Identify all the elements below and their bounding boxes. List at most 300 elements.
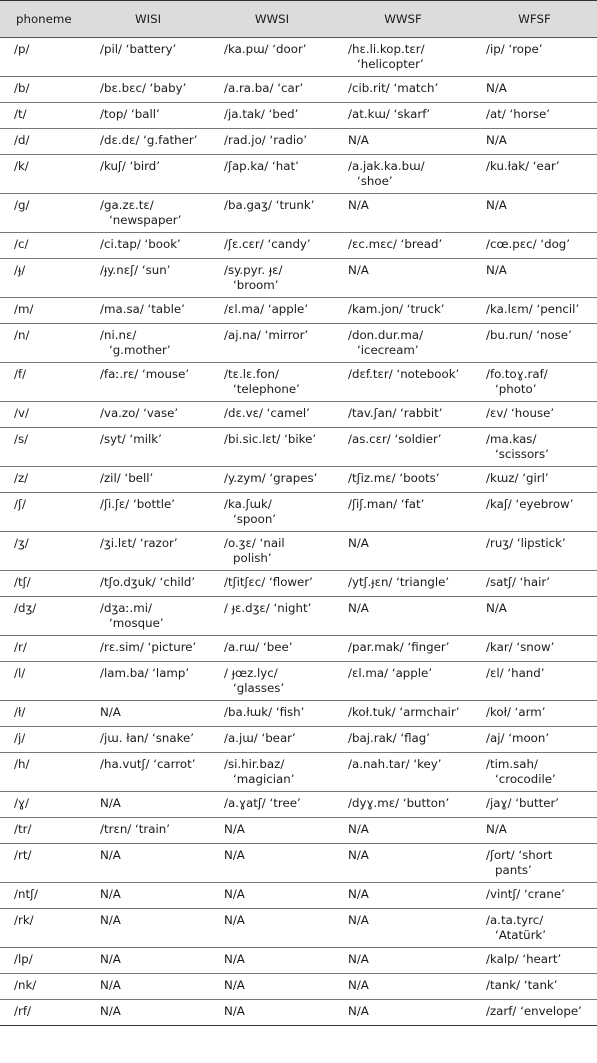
cell-wwsf <box>334 597 472 636</box>
cell-text: ‘icecream’ <box>357 343 419 357</box>
cell-wwsi <box>210 909 334 948</box>
cell-text: /a.nah.tar/ ‘key’ <box>348 757 442 771</box>
cell-text: /at.kɯ/ ‘skarf’ <box>348 107 431 121</box>
header-wwsi: WWSI <box>210 1 334 38</box>
phoneme-cell: /dʒ/ <box>0 597 86 636</box>
table-row <box>0 636 597 662</box>
table-row <box>0 948 597 974</box>
cell-wisi <box>86 103 210 129</box>
cell-wfsf <box>472 38 597 77</box>
cell-text: /fo.toɣ.raf/ <box>486 367 548 381</box>
cell-wwsf <box>334 233 472 259</box>
cell-wisi <box>86 636 210 662</box>
phoneme-cell: /m/ <box>0 298 86 324</box>
cell-text: /aj.na/ ‘mirror’ <box>224 328 309 342</box>
cell-text: /dʒaː.mi/ <box>100 601 152 615</box>
cell-text: ‘magician’ <box>233 772 295 786</box>
cell-wwsf <box>334 298 472 324</box>
table-row <box>0 701 597 727</box>
cell-wwsi <box>210 402 334 428</box>
cell-text: /dyɣ.mɛ/ ‘button’ <box>348 796 450 810</box>
cell-wwsf <box>334 155 472 194</box>
cell-wfsf <box>472 1000 597 1026</box>
cell-wisi <box>86 402 210 428</box>
cell-text: /kam.jon/ ‘truck’ <box>348 302 445 316</box>
cell-wfsf <box>472 77 597 103</box>
cell-wfsf <box>472 129 597 155</box>
cell-wwsi <box>210 77 334 103</box>
phoneme-cell: /ɣ/ <box>0 792 86 818</box>
header-wfsf: WFSF <box>472 1 597 38</box>
cell-wfsf <box>472 727 597 753</box>
cell-wisi <box>86 909 210 948</box>
table-row <box>0 38 597 77</box>
cell-text: /jaɣ/ ‘butter’ <box>486 796 560 810</box>
phoneme-cell: /c/ <box>0 233 86 259</box>
cell-wfsf <box>472 428 597 467</box>
table-row <box>0 792 597 818</box>
cell-text: /ɛl.ma/ ‘apple’ <box>348 666 433 680</box>
cell-text: /ʃap.ka/ ‘hat’ <box>224 159 299 173</box>
cell-wwsf <box>334 467 472 493</box>
cell-text: N/A <box>348 848 369 862</box>
cell-text: N/A <box>486 133 507 147</box>
cell-wisi <box>86 792 210 818</box>
cell-text: N/A <box>100 952 121 966</box>
phoneme-cell: /r/ <box>0 636 86 662</box>
cell-text: /aj/ ‘moon’ <box>486 731 550 745</box>
cell-wwsi <box>210 636 334 662</box>
cell-wwsi <box>210 701 334 727</box>
cell-text: ‘newspaper’ <box>109 213 182 227</box>
cell-wisi <box>86 532 210 571</box>
cell-wfsf <box>472 974 597 1000</box>
phoneme-cell: /rt/ <box>0 844 86 883</box>
cell-text: N/A <box>348 198 369 212</box>
cell-wisi <box>86 662 210 701</box>
cell-wwsf <box>334 948 472 974</box>
cell-text: /kar/ ‘snow’ <box>486 640 555 654</box>
table-row <box>0 233 597 259</box>
cell-text: /tav.ʃan/ ‘rabbit’ <box>348 406 443 420</box>
header-row <box>0 1 597 38</box>
cell-text: /ha.vutʃ/ ‘carrot’ <box>100 757 196 771</box>
cell-text: /cib.rit/ ‘match’ <box>348 81 439 95</box>
cell-text: /a.jak.ka.bɯ/ <box>348 159 425 173</box>
cell-text: /ka.ʃɯk/ <box>224 497 272 511</box>
cell-wisi <box>86 194 210 233</box>
cell-wisi <box>86 428 210 467</box>
cell-text: N/A <box>348 913 369 927</box>
cell-text: /kalp/ ‘heart’ <box>486 952 562 966</box>
cell-wisi <box>86 753 210 792</box>
cell-wfsf <box>472 883 597 909</box>
cell-wwsf <box>334 129 472 155</box>
cell-wwsi <box>210 818 334 844</box>
phoneme-cell: /rk/ <box>0 909 86 948</box>
cell-text: /cœ.pɛc/ ‘dog’ <box>486 237 571 251</box>
cell-text: N/A <box>486 81 507 95</box>
cell-wwsf <box>334 103 472 129</box>
cell-text: N/A <box>224 1004 245 1018</box>
cell-text: /ɛc.mɛc/ ‘bread’ <box>348 237 443 251</box>
cell-wwsi <box>210 259 334 298</box>
cell-wfsf <box>472 597 597 636</box>
cell-wisi <box>86 259 210 298</box>
cell-wwsf <box>334 259 472 298</box>
cell-text: /kɯz/ ‘girl’ <box>486 471 549 485</box>
cell-text: /ni.nɛ/ <box>100 328 137 342</box>
cell-wisi <box>86 155 210 194</box>
table-row <box>0 194 597 233</box>
cell-text: /pil/ ‘battery’ <box>100 42 177 56</box>
cell-text: /kaʃ/ ‘eyebrow’ <box>486 497 574 511</box>
cell-text: pants’ <box>495 863 532 877</box>
phoneme-cell: /lp/ <box>0 948 86 974</box>
table-row <box>0 298 597 324</box>
phoneme-cell: /n/ <box>0 324 86 363</box>
cell-text: ‘helicopter’ <box>357 57 424 71</box>
cell-wfsf <box>472 701 597 727</box>
cell-wfsf <box>472 753 597 792</box>
cell-wwsf <box>334 493 472 532</box>
cell-wwsf <box>334 727 472 753</box>
cell-text: N/A <box>100 1004 121 1018</box>
cell-wisi <box>86 571 210 597</box>
cell-text: /ɛl.ma/ ‘apple’ <box>224 302 309 316</box>
cell-wwsi <box>210 194 334 233</box>
cell-text: N/A <box>486 198 507 212</box>
cell-text: /lam.ba/ ‘lamp’ <box>100 666 190 680</box>
phoneme-cell: /ł/ <box>0 701 86 727</box>
cell-text: /ʒi.lɛt/ ‘razor’ <box>100 536 178 550</box>
cell-wwsf <box>334 77 472 103</box>
table-row <box>0 77 597 103</box>
cell-text: N/A <box>348 1004 369 1018</box>
cell-text: /par.mak/ ‘finger’ <box>348 640 450 654</box>
cell-text: N/A <box>348 952 369 966</box>
cell-text: /ma.sa/ ‘table’ <box>100 302 185 316</box>
cell-text: /ba.gaʒ/ ‘trunk’ <box>224 198 315 212</box>
cell-wisi <box>86 298 210 324</box>
cell-text: ‘photo’ <box>495 382 537 396</box>
phoneme-cell: /s/ <box>0 428 86 467</box>
table-row <box>0 129 597 155</box>
cell-text: /don.dur.ma/ <box>348 328 424 342</box>
phoneme-cell: /nk/ <box>0 974 86 1000</box>
phoneme-cell: /g/ <box>0 194 86 233</box>
cell-wwsf <box>334 571 472 597</box>
cell-text: /a.jɯ/ ‘bear’ <box>224 731 296 745</box>
table-row <box>0 662 597 701</box>
cell-text: N/A <box>486 822 507 836</box>
cell-text: /koł.tuk/ ‘armchair’ <box>348 705 460 719</box>
cell-wfsf <box>472 792 597 818</box>
cell-wwsi <box>210 974 334 1000</box>
cell-wisi <box>86 883 210 909</box>
table-row <box>0 844 597 883</box>
cell-wisi <box>86 974 210 1000</box>
cell-text: /ka.lɛm/ ‘pencil’ <box>486 302 580 316</box>
table-row <box>0 1000 597 1026</box>
cell-wisi <box>86 818 210 844</box>
cell-wwsf <box>334 363 472 402</box>
cell-text: N/A <box>486 601 507 615</box>
phoneme-cell: /k/ <box>0 155 86 194</box>
cell-wwsf <box>334 844 472 883</box>
cell-text: /tʃiz.mɛ/ ‘boots’ <box>348 471 440 485</box>
phoneme-cell: /b/ <box>0 77 86 103</box>
cell-text: /dɛ.vɛ/ ‘camel’ <box>224 406 310 420</box>
cell-text: ‘telephone’ <box>233 382 300 396</box>
cell-text: /syt/ ‘milk’ <box>100 432 162 446</box>
cell-wisi <box>86 77 210 103</box>
cell-wisi <box>86 467 210 493</box>
table-row <box>0 727 597 753</box>
cell-text: /top/ ‘ball’ <box>100 107 160 121</box>
table-row <box>0 883 597 909</box>
cell-text: N/A <box>100 796 121 810</box>
cell-text: /si.hir.baz/ <box>224 757 285 771</box>
cell-text: /trɛn/ ‘train’ <box>100 822 170 836</box>
cell-wisi <box>86 844 210 883</box>
cell-text: N/A <box>348 133 369 147</box>
cell-text: N/A <box>224 822 245 836</box>
table-row <box>0 103 597 129</box>
cell-text: / ɟɛ.dʒɛ/ ‘night’ <box>224 601 312 615</box>
cell-wfsf <box>472 155 597 194</box>
table-row <box>0 974 597 1000</box>
cell-wisi <box>86 727 210 753</box>
table-row <box>0 467 597 493</box>
cell-text: /ma.kas/ <box>486 432 537 446</box>
cell-wwsi <box>210 363 334 402</box>
cell-wfsf <box>472 844 597 883</box>
cell-text: ‘spoon’ <box>233 512 277 526</box>
cell-text: /zarf/ ‘envelope’ <box>486 1004 582 1018</box>
cell-wfsf <box>472 662 597 701</box>
cell-text: N/A <box>224 848 245 862</box>
cell-text: ‘crocodile’ <box>495 772 556 786</box>
cell-wisi <box>86 701 210 727</box>
table-row <box>0 532 597 571</box>
table-row <box>0 428 597 467</box>
cell-wwsf <box>334 1000 472 1026</box>
cell-text: /tʃo.dʒuk/ ‘child’ <box>100 575 196 589</box>
cell-wwsi <box>210 155 334 194</box>
cell-wisi <box>86 597 210 636</box>
cell-text: /ja.tak/ ‘bed’ <box>224 107 299 121</box>
table-row <box>0 571 597 597</box>
cell-wwsi <box>210 1000 334 1026</box>
cell-text: /vintʃ/ ‘crane’ <box>486 887 565 901</box>
cell-wfsf <box>472 363 597 402</box>
cell-text: N/A <box>348 263 369 277</box>
cell-text: / ɟœz.lyc/ <box>224 666 278 680</box>
header-wwsf: WWSF <box>334 1 472 38</box>
cell-text: /dɛ.dɛ/ ‘g.father’ <box>100 133 198 147</box>
cell-wwsf <box>334 402 472 428</box>
cell-text: N/A <box>486 263 507 277</box>
cell-wfsf <box>472 324 597 363</box>
cell-text: /tʃitʃɛc/ ‘flower’ <box>224 575 313 589</box>
cell-text: /a.ɣatʃ/ ‘tree’ <box>224 796 301 810</box>
table-row <box>0 363 597 402</box>
cell-text: /rɛ.sim/ ‘picture’ <box>100 640 197 654</box>
phoneme-cell: /d/ <box>0 129 86 155</box>
cell-text: ‘glasses’ <box>233 681 285 695</box>
cell-wwsi <box>210 532 334 571</box>
cell-text: /va.zo/ ‘vase’ <box>100 406 179 420</box>
cell-wwsi <box>210 428 334 467</box>
cell-text: /a.rɯ/ ‘bee’ <box>224 640 293 654</box>
cell-text: /tim.sah/ <box>486 757 538 771</box>
cell-text: /bu.run/ ‘nose’ <box>486 328 572 342</box>
cell-text: /ʃi.ʃɛ/ ‘bottle’ <box>100 497 176 511</box>
cell-text: ‘shoe’ <box>357 174 393 188</box>
phoneme-cell: /tʃ/ <box>0 571 86 597</box>
cell-text: /bɛ.bɛc/ ‘baby’ <box>100 81 187 95</box>
cell-wwsi <box>210 467 334 493</box>
table-header <box>0 1 597 38</box>
header-phoneme: phoneme <box>0 1 86 38</box>
table-row <box>0 402 597 428</box>
cell-wisi <box>86 129 210 155</box>
cell-wfsf <box>472 259 597 298</box>
cell-wwsi <box>210 753 334 792</box>
cell-text: /kuʃ/ ‘bird’ <box>100 159 161 173</box>
cell-text: /tɛ.lɛ.fon/ <box>224 367 279 381</box>
cell-wfsf <box>472 909 597 948</box>
cell-wwsi <box>210 662 334 701</box>
phoneme-cell: /ʒ/ <box>0 532 86 571</box>
cell-wfsf <box>472 467 597 493</box>
table-body <box>0 38 597 1026</box>
cell-wfsf <box>472 233 597 259</box>
cell-wisi <box>86 363 210 402</box>
cell-text: /ci.tap/ ‘book’ <box>100 237 181 251</box>
cell-text: /koł/ ‘arm’ <box>486 705 546 719</box>
cell-text: /ɛl/ ‘hand’ <box>486 666 545 680</box>
cell-text: /sy.pyr. ɟɛ/ <box>224 263 283 277</box>
cell-wwsf <box>334 701 472 727</box>
cell-wfsf <box>472 948 597 974</box>
cell-wfsf <box>472 571 597 597</box>
cell-wwsi <box>210 493 334 532</box>
cell-wwsf <box>334 38 472 77</box>
cell-wwsi <box>210 324 334 363</box>
cell-wwsi <box>210 597 334 636</box>
cell-wwsi <box>210 844 334 883</box>
phoneme-cell: /tr/ <box>0 818 86 844</box>
phoneme-cell: /p/ <box>0 38 86 77</box>
cell-wisi <box>86 38 210 77</box>
cell-wwsf <box>334 974 472 1000</box>
cell-text: /ʃɛ.cɛr/ ‘candy’ <box>224 237 311 251</box>
table-row <box>0 753 597 792</box>
cell-text: ‘mosque’ <box>109 616 164 630</box>
cell-text: polish’ <box>233 551 272 565</box>
cell-wwsi <box>210 883 334 909</box>
cell-text: /satʃ/ ‘hair’ <box>486 575 550 589</box>
cell-text: /ga.zɛ.tɛ/ <box>100 198 154 212</box>
table-row <box>0 324 597 363</box>
cell-text: N/A <box>224 913 245 927</box>
phoneme-cell: /t/ <box>0 103 86 129</box>
cell-text: N/A <box>100 978 121 992</box>
cell-text: /at/ ‘horse’ <box>486 107 551 121</box>
cell-text: /ku.łak/ ‘ear’ <box>486 159 560 173</box>
cell-wwsi <box>210 233 334 259</box>
cell-text: /ip/ ‘rope’ <box>486 42 543 56</box>
cell-text: /rad.jo/ ‘radio’ <box>224 133 308 147</box>
cell-text: N/A <box>224 887 245 901</box>
phoneme-cell: /j/ <box>0 727 86 753</box>
cell-text: /bi.sic.lɛt/ ‘bike’ <box>224 432 317 446</box>
cell-text: /hɛ.li.kop.tɛr/ <box>348 42 425 56</box>
cell-wwsf <box>334 636 472 662</box>
cell-text: ‘scissors’ <box>495 447 549 461</box>
cell-text: /ruʒ/ ‘lipstick’ <box>486 536 566 550</box>
phoneme-cell: /z/ <box>0 467 86 493</box>
cell-text: /ytʃ.ɟɛn/ ‘triangle’ <box>348 575 450 589</box>
cell-wwsi <box>210 298 334 324</box>
cell-wfsf <box>472 298 597 324</box>
cell-wisi <box>86 948 210 974</box>
cell-wwsi <box>210 38 334 77</box>
cell-text: N/A <box>100 705 121 719</box>
cell-text: /ɟy.nɛʃ/ ‘sun’ <box>100 263 171 277</box>
cell-text: /jɯ. łan/ ‘snake’ <box>100 731 195 745</box>
phoneme-cell: /rf/ <box>0 1000 86 1026</box>
cell-text: /o.ʒɛ/ ‘nail <box>224 536 285 550</box>
cell-wwsf <box>334 792 472 818</box>
cell-wwsf <box>334 662 472 701</box>
table-row <box>0 909 597 948</box>
cell-wwsf <box>334 883 472 909</box>
cell-wfsf <box>472 818 597 844</box>
cell-wfsf <box>472 402 597 428</box>
cell-wisi <box>86 1000 210 1026</box>
cell-text: /ɛv/ ‘house’ <box>486 406 555 420</box>
phoneme-cell: /l/ <box>0 662 86 701</box>
cell-wwsi <box>210 792 334 818</box>
phoneme-cell: /ɟ/ <box>0 259 86 298</box>
cell-text: /ka.pɯ/ ‘door’ <box>224 42 307 56</box>
table-row <box>0 597 597 636</box>
cell-text: /y.zym/ ‘grapes’ <box>224 471 318 485</box>
cell-wwsf <box>334 818 472 844</box>
cell-text: /ba.łɯk/ ‘fish’ <box>224 705 305 719</box>
cell-text: /faː.rɛ/ ‘mouse’ <box>100 367 190 381</box>
cell-text: ‘broom’ <box>233 278 279 292</box>
cell-wisi <box>86 493 210 532</box>
header-wisi: WISI <box>86 1 210 38</box>
cell-text: N/A <box>224 952 245 966</box>
cell-wwsi <box>210 948 334 974</box>
cell-wwsf <box>334 324 472 363</box>
cell-text: ‘Atatürk’ <box>495 928 547 942</box>
phoneme-cell: /ntʃ/ <box>0 883 86 909</box>
table-row <box>0 259 597 298</box>
cell-text: /a.ra.ba/ ‘car’ <box>224 81 304 95</box>
phoneme-cell: /f/ <box>0 363 86 402</box>
cell-text: N/A <box>348 978 369 992</box>
cell-wwsi <box>210 727 334 753</box>
cell-text: N/A <box>100 887 121 901</box>
cell-wwsf <box>334 428 472 467</box>
cell-text: N/A <box>100 848 121 862</box>
